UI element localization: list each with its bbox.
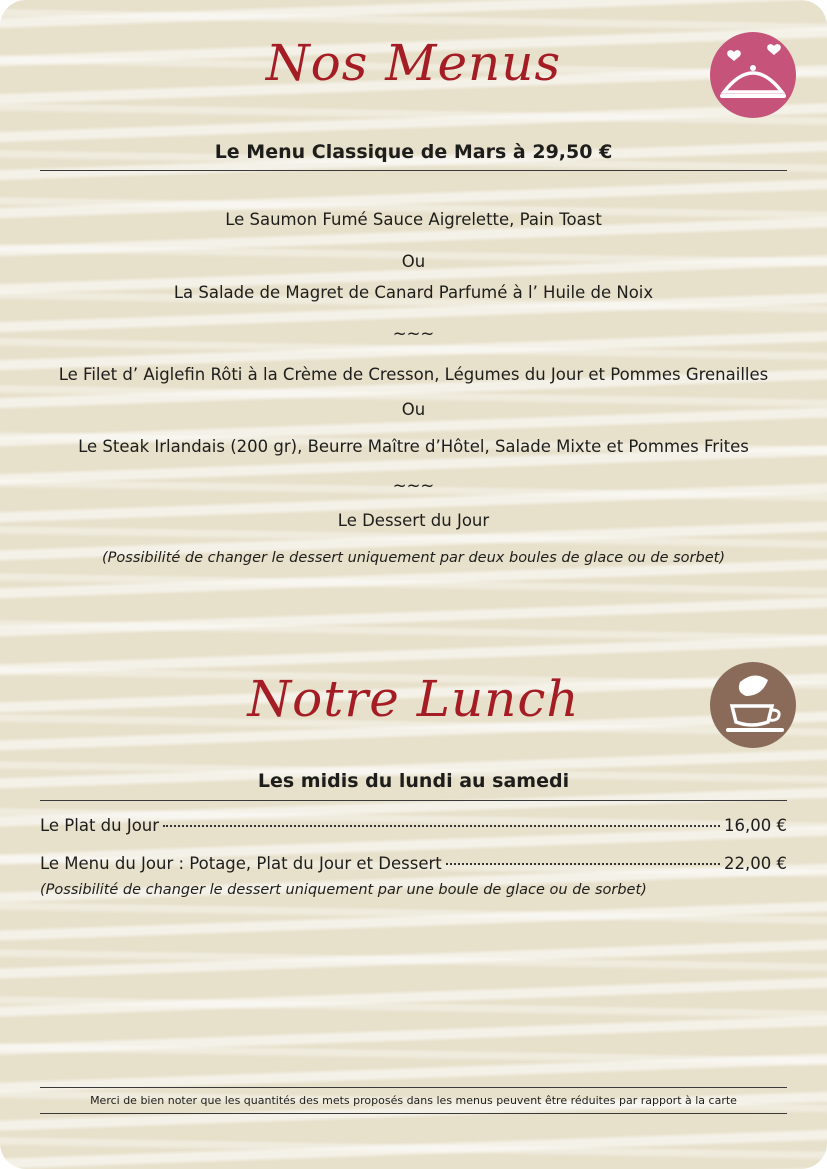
- lunch-item: [40, 816, 787, 835]
- lunch-divider: [40, 800, 787, 801]
- teacup-leaf-icon: [710, 662, 796, 752]
- menu-starter-1: Le Saumon Fumé Sauce Aigrelette, Pain Toast: [225, 210, 602, 229]
- footer-divider-bottom: [40, 1113, 787, 1114]
- lunch-item-price: 16,00 €: [724, 816, 787, 835]
- lunch-item-label: Le Plat du Jour: [40, 816, 160, 835]
- menu-separator-1: ~~~: [392, 324, 435, 343]
- menu-dessert-note: (Possibilité de changer le dessert uniquement par deux boules de glace ou de sorbet): [102, 550, 725, 566]
- menu-starter-2: La Salade de Magret de Canard Parfumé à l’ Huile de Noix: [173, 283, 654, 302]
- menus-title: Nos Menus: [265, 34, 562, 92]
- dot-leader: [163, 825, 720, 827]
- lunch-title: Notre Lunch: [247, 670, 580, 728]
- footer-divider-top: [40, 1087, 787, 1088]
- lunch-heading: Les midis du lundi au samedi: [257, 770, 570, 792]
- menu-main-2: Le Steak Irlandais (200 gr), Beurre Maître d’Hôtel, Salade Mixte et Pommes Frites: [78, 437, 749, 456]
- menu-or-2: Ou: [401, 400, 426, 419]
- footer-note: Merci de bien noter que les quantités des mets proposés dans les menus peuvent être réduites par rapport à la carte: [90, 1094, 737, 1107]
- lunch-dessert-note: (Possibilité de changer le dessert uniquement par une boule de glace ou de sorbet): [40, 882, 647, 898]
- menu-separator-2: ~~~: [392, 476, 435, 495]
- menus-divider: [40, 170, 787, 171]
- cloche-hearts-icon: [710, 32, 796, 122]
- lunch-item-price: 22,00 €: [724, 854, 787, 873]
- dot-leader: [446, 863, 720, 865]
- lunch-item: [40, 854, 787, 873]
- menu-main-1: Le Filet d’ Aiglefin Rôti à la Crème de Cresson, Légumes du Jour et Pommes Grenailles: [58, 365, 769, 384]
- menus-heading: Le Menu Classique de Mars à 29,50 €: [214, 141, 613, 163]
- menu-dessert: Le Dessert du Jour: [337, 511, 490, 530]
- lunch-item-label: Le Menu du Jour : Potage, Plat du Jour et Dessert: [40, 854, 442, 873]
- menu-or-1: Ou: [401, 252, 426, 271]
